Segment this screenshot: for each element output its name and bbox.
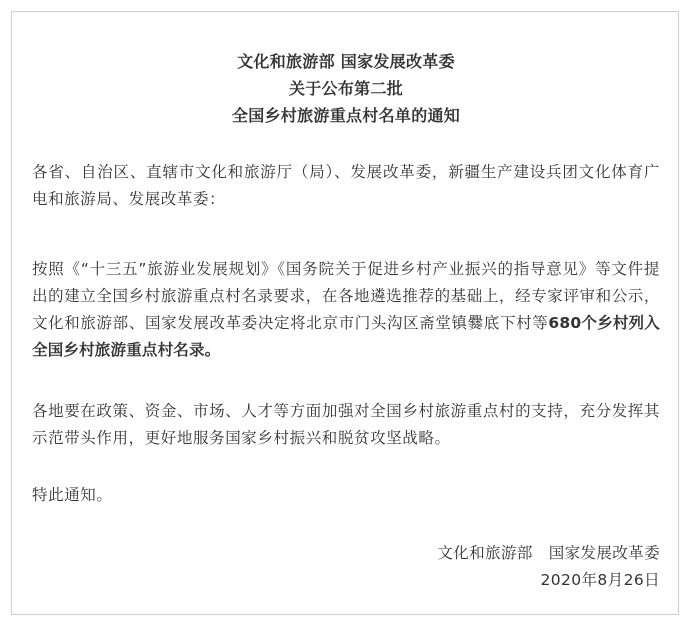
body-paragraph-1-text: 按照《“十三五”旅游业发展规划》《国务院关于促进乡村产业振兴的指导意见》等文件提出的建立全国乡村旅游重点村名录要求，在各地遴选推荐的基础上，经专家评审和公示，文化和旅游部、国家发展改革委决定将北京市门头沟区斋堂镇爨底下村等 <box>32 260 660 332</box>
body-paragraph-2: 各地要在政策、资金、市场、人才等方面加强对全国乡村旅游重点村的支持，充分发挥其示范带头作用，更好地服务国家乡村振兴和脱贫攻坚战略。 <box>32 402 660 447</box>
body-paragraph-1 <box>32 256 660 364</box>
body-paragraph-1-emphasis: 680个乡村列入全国乡村旅游重点村名录。 <box>32 314 660 359</box>
title-line-subject: 关于公布第二批 <box>288 79 404 98</box>
title-line-list-name: 全国乡村旅游重点村名单的通知 <box>231 106 461 125</box>
title-line-issuers: 文化和旅游部 国家发展改革委 <box>237 52 455 71</box>
signature-date: 2020年8月26日 <box>540 571 660 589</box>
signature-issuers: 文化和旅游部 国家发展改革委 <box>437 544 660 562</box>
closing-line: 特此通知。 <box>32 486 113 504</box>
notice-title <box>0 48 692 129</box>
salutation-paragraph: 各省、自治区、直辖市文化和旅游厅（局）、发展改革委，新疆生产建设兵团文化体育广电和旅游局、发展改革委： <box>32 163 660 208</box>
